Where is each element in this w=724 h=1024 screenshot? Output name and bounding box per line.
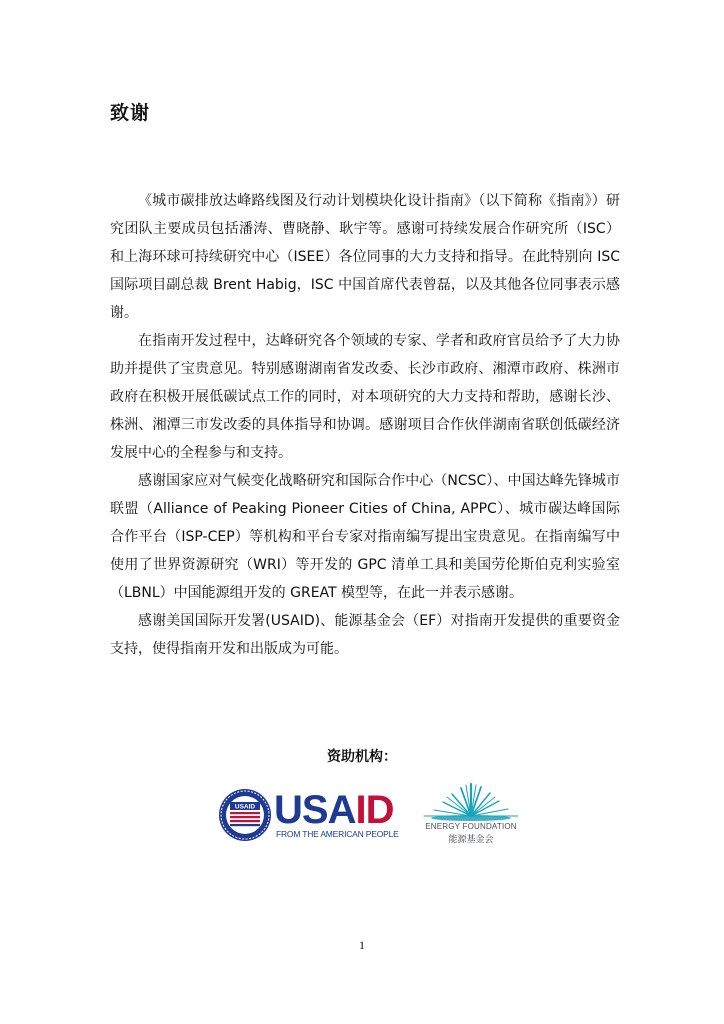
paragraph: 感谢国家应对气候变化战略研究和国际合作中心（NCSC）、中国达峰先锋城市联盟（Alliance of Peaking Pioneer Cities of China, APPC）、城市碳达峰国际合作平台（ISP-CEP）等机构和平台专家对指南编写提出宝贵意见。在指南编写中使用了世界资源研究（WRI）等开发的 GPC 清单工具和美国劳伦斯伯克利实验室（LBNL）中国能源组开发的 GREAT 模型等，在此一并表示感谢。 [110,473,620,601]
energy-foundation-name-cn: 能源基金会 [448,835,494,845]
usaid-tagline: FROM THE AMERICAN PEOPLE [276,829,399,839]
page-number: 1 [359,938,365,952]
usaid-word-red: ID [355,788,394,832]
usaid-word-blue: USA [274,788,356,832]
page-title: 致谢 [110,102,151,124]
usaid-logo [218,788,399,846]
paragraph: 在指南开发过程中，达峰研究各个领域的专家、学者和政府官员给予了大力协助并提供了宝贵意见。特别感谢湖南省发改委、长沙市政府、湘潭市政府、株洲市政府在积极开展低碳试点工作的同时，对本项研究的大力支持和帮助，感谢长沙、株洲、湘潭三市发改委的具体指导和协调。感谢项目合作伙伴湖南省联创低碳经济发展中心的全程参与和支持。 [110,333,620,461]
energy-burst-icon [416,782,526,822]
energy-foundation-logo [416,782,526,848]
body-text [110,187,620,663]
paragraph: 《城市碳排放达峰路线图及行动计划模块化设计指南》（以下简称《指南》）研究团队主要成员包括潘涛、曹晓静、耿宇等。感谢可持续发展合作研究所（ISC）和上海环球可持续研究中心（ISEE）各位同事的大力支持和指导。在此特别向 ISC 国际项目副总裁 Brent Habig，ISC 中国首席代表曾磊，以及其他各位同事表示感谢。 [110,193,620,321]
energy-foundation-name: ENERGY FOUNDATION [425,822,517,831]
usaid-seal-text: USAID [234,803,256,811]
usaid-seal-icon [218,788,272,842]
paragraph: 感谢美国国际开发署(USAID)、能源基金会（EF）对指南开发提供的重要资金支持，使得指南开发和出版成为可能。 [110,613,620,657]
usaid-wordmark [274,788,393,832]
funders-label: 资助机构： [327,749,397,765]
